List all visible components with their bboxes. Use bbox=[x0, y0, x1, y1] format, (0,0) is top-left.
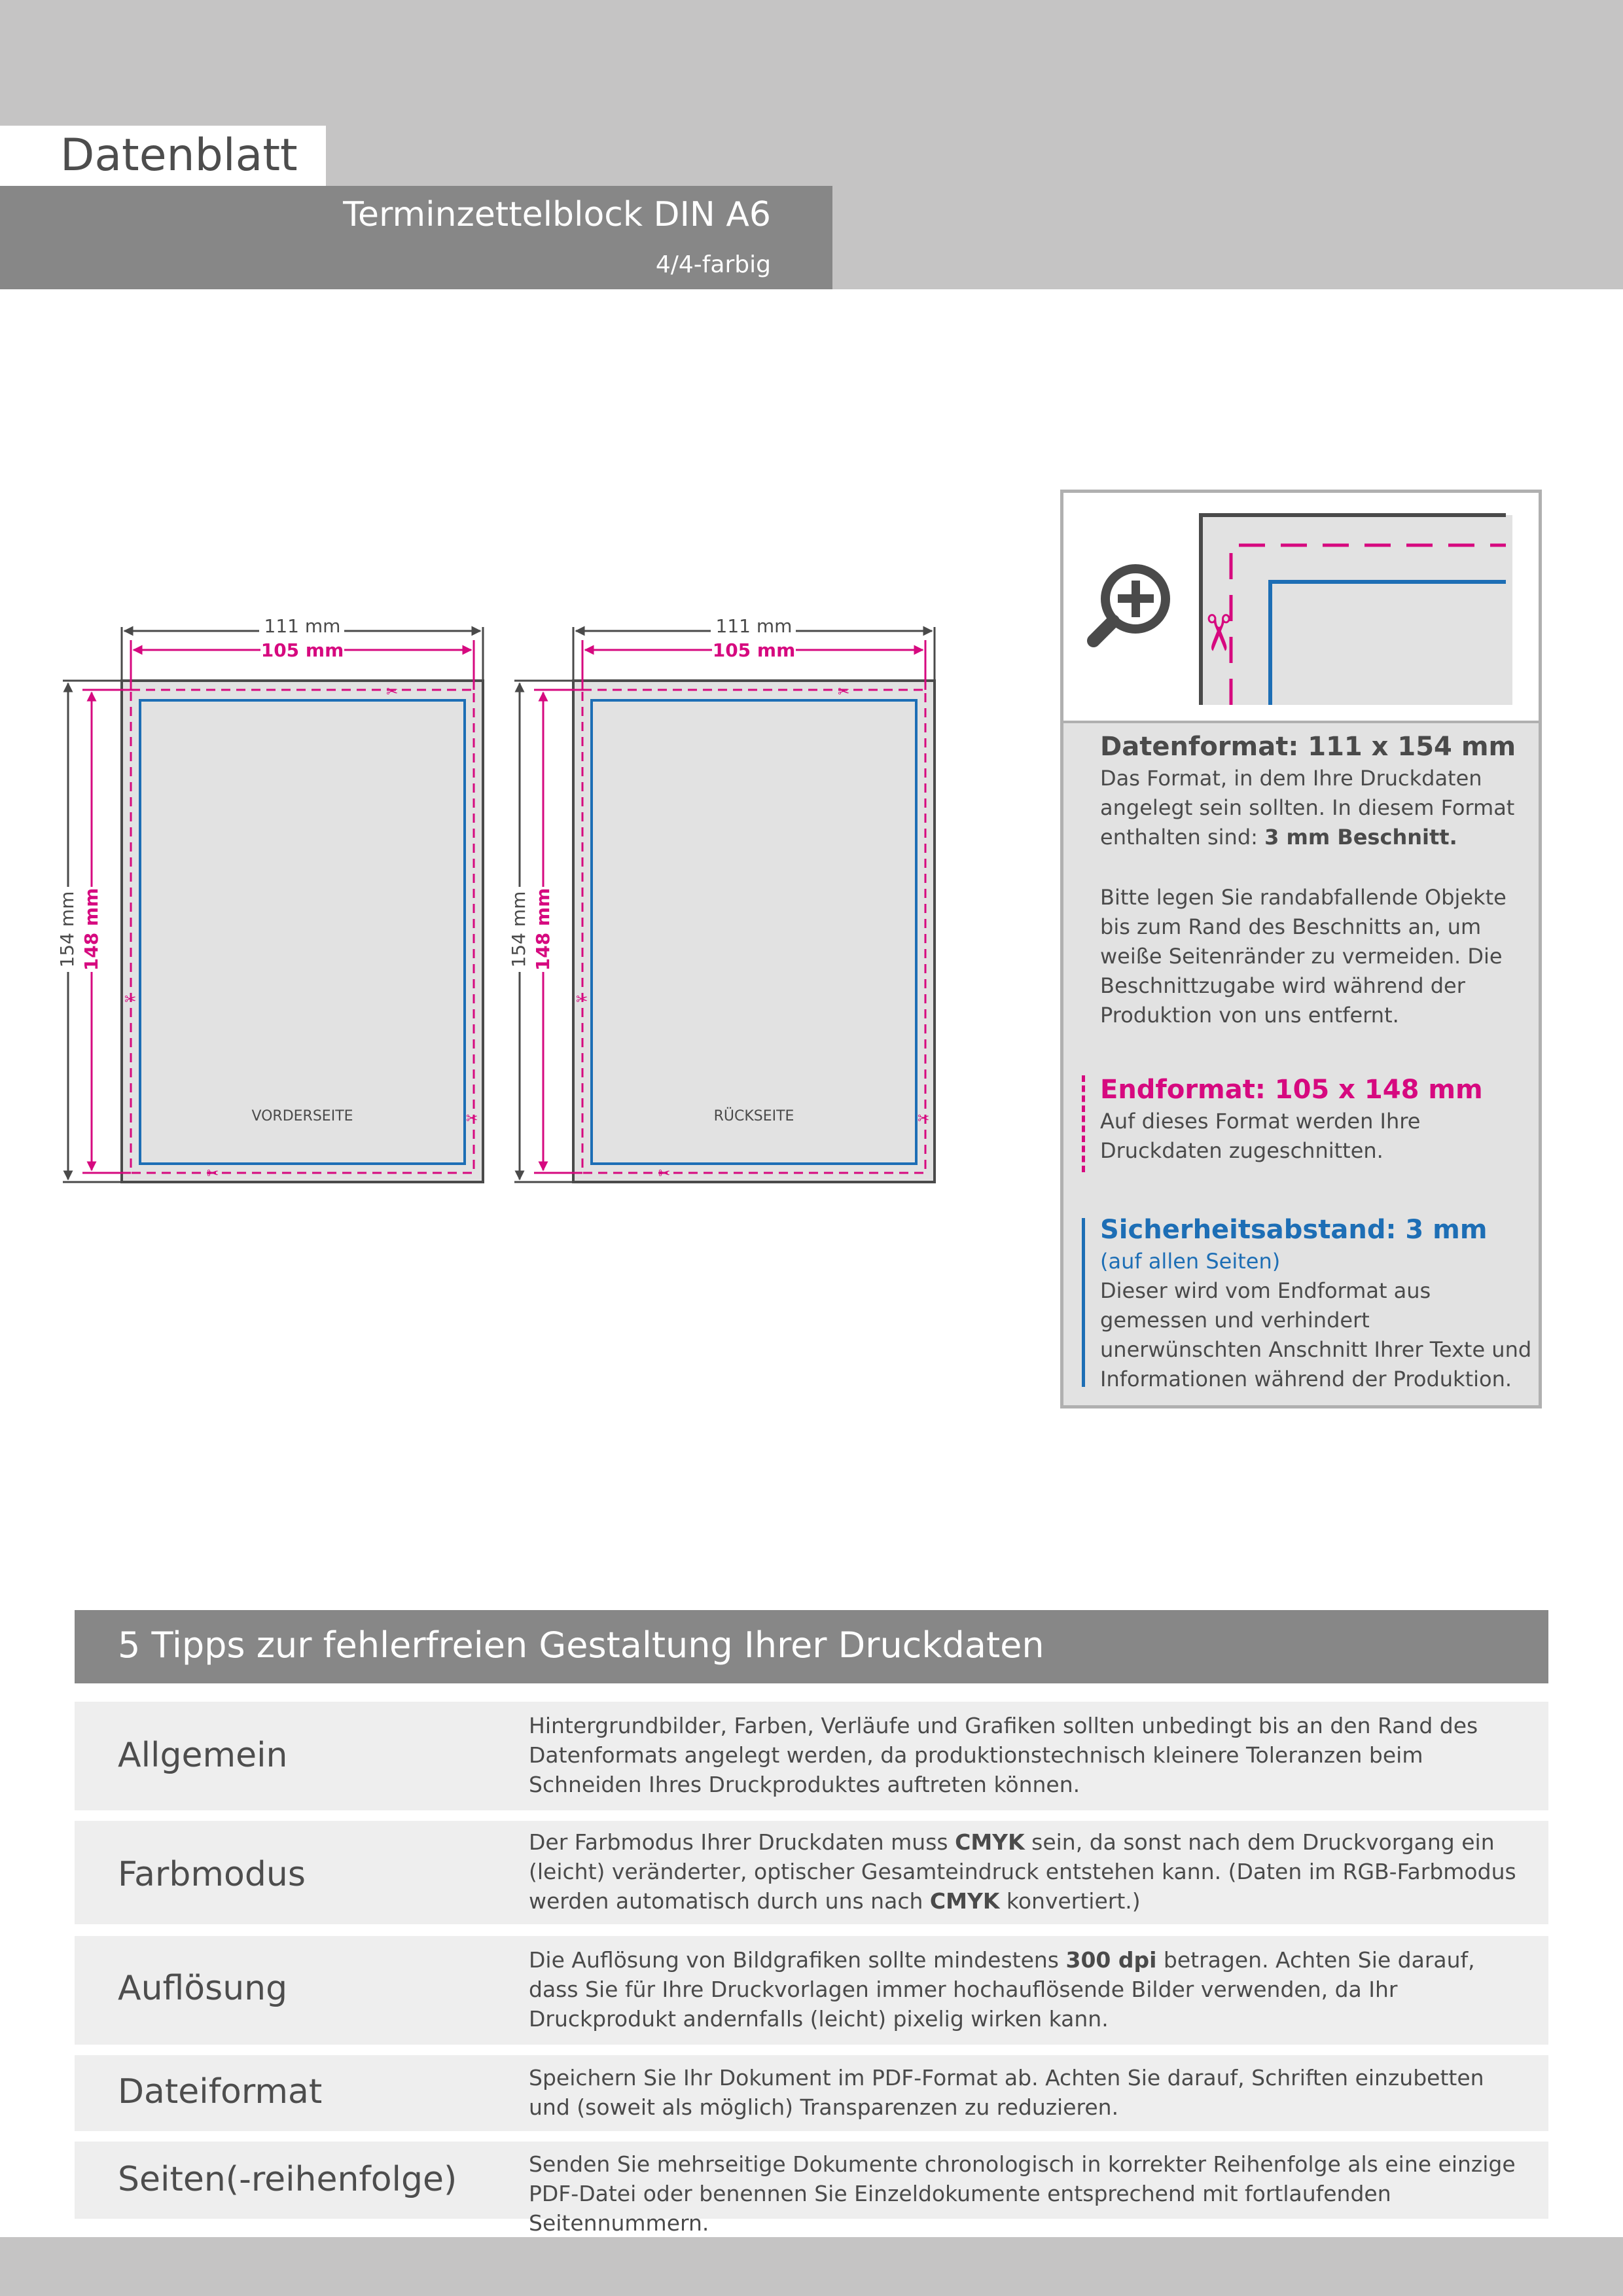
tip-label-allgemein: Allgemein bbox=[118, 1736, 288, 1775]
tip-row-aufloesung bbox=[75, 1936, 1548, 2045]
scissors-icon: ✂ bbox=[466, 1111, 478, 1127]
datenformat-title: Datenformat: 111 x 154 mm bbox=[1100, 732, 1516, 762]
scissors-icon: ✂ bbox=[576, 992, 588, 1008]
front-label: VORDERSEITE bbox=[251, 1108, 353, 1124]
front-data-height-label: 154 mm bbox=[56, 891, 78, 968]
product-title: Terminzettelblock DIN A6 bbox=[343, 195, 771, 234]
footer-band bbox=[0, 2237, 1623, 2296]
safety-block bbox=[1100, 1213, 1532, 1394]
back-data-height-label: 154 mm bbox=[508, 891, 529, 968]
scissors-icon: ✂ bbox=[918, 1111, 930, 1127]
tip-label-dateiformat: Dateiformat bbox=[118, 2072, 323, 2111]
tip-text-farbmodus: Der Farbmodus Ihrer Druckdaten muss CMYK sein, da sonst nach dem Druckvorgang ein (leicht) veränderter, optischer Gesamteindruck entstehen kann. (Daten im RGB-Farbmodus werden automatisch durch uns nach CMYK konvertiert.) bbox=[529, 1829, 1516, 1914]
endformat-bar bbox=[1082, 1075, 1085, 1172]
product-colors: 4/4-farbig bbox=[655, 251, 771, 278]
tip-row-seiten bbox=[75, 2142, 1548, 2236]
tip-row-dateiformat bbox=[75, 2055, 1548, 2131]
tip-label-farbmodus: Farbmodus bbox=[118, 1855, 306, 1894]
format-info-box bbox=[1060, 490, 1542, 1408]
back-data-format bbox=[573, 681, 935, 1182]
datenformat-description: Das Format, in dem Ihre Druckdaten angelegt sein sollten. In diesem Format enthalten sind: 3 mm Beschnitt. bbox=[1100, 766, 1515, 850]
tip-row-farbmodus bbox=[75, 1821, 1548, 1924]
bleed-text: Bitte legen Sie randabfallende Objekte bis zum Rand des Beschnitts an, um weiße Seitenränder zu vermeiden. Die Beschnittzugabe wird während der Produktion von uns entfernt. bbox=[1100, 885, 1507, 1028]
zoom-icon bbox=[1094, 569, 1166, 641]
front-page-diagram bbox=[56, 615, 483, 1182]
tip-label-seiten: Seiten(-reihenfolge) bbox=[118, 2160, 457, 2199]
front-data-format bbox=[122, 681, 483, 1182]
page-title: Datenblatt bbox=[60, 130, 298, 181]
back-end-height-label: 148 mm bbox=[532, 888, 554, 971]
tip-row-allgemein bbox=[75, 1702, 1548, 1810]
front-data-width-label: 111 mm bbox=[264, 615, 341, 637]
scissors-icon: ✂ bbox=[207, 1166, 219, 1182]
safety-description: Dieser wird vom Endformat aus gemessen und verhindert unerwünschten Anschnitt Ihrer Texte und Informationen während der Produktion. bbox=[1100, 1278, 1532, 1391]
front-end-width-label: 105 mm bbox=[260, 639, 344, 661]
datenformat-block bbox=[1100, 730, 1532, 852]
safety-title: Sicherheitsabstand: 3 mm bbox=[1100, 1215, 1488, 1245]
tip-text-aufloesung: Die Auflösung von Bildgrafiken sollte mindestens 300 dpi betragen. Achten Sie darauf, dass Sie für Ihre Druckvorlagen immer hochauflösende Bilder verwenden, da Ihr Druckprodukt andernfalls (leicht) pixelig wirken kann. bbox=[529, 1947, 1475, 2032]
scissors-icon: ✂ bbox=[658, 1166, 671, 1182]
safety-subtitle: (auf allen Seiten) bbox=[1100, 1249, 1281, 1274]
tip-label-aufloesung: Auflösung bbox=[118, 1969, 288, 2008]
scissors-icon: ✂ bbox=[386, 684, 399, 700]
scissors-icon: ✂ bbox=[124, 992, 137, 1008]
back-label: RÜCKSEITE bbox=[713, 1108, 794, 1124]
endformat-description: Auf dieses Format werden Ihre Druckdaten zugeschnitten. bbox=[1100, 1109, 1421, 1163]
safety-bar bbox=[1082, 1218, 1085, 1387]
scissors-icon: ✂ bbox=[1189, 612, 1247, 654]
back-data-width-label: 111 mm bbox=[715, 615, 793, 637]
format-diagrams bbox=[0, 589, 955, 1217]
endformat-block bbox=[1100, 1073, 1532, 1166]
back-end-width-label: 105 mm bbox=[712, 639, 796, 661]
back-page-diagram bbox=[508, 615, 935, 1182]
front-end-height-label: 148 mm bbox=[80, 888, 102, 971]
tip-text-dateiformat: Speichern Sie Ihr Dokument im PDF-Format ab. Achten Sie darauf, Schriften einzubetten und (soweit als möglich) Transparenzen zu reduzieren. bbox=[529, 2065, 1484, 2120]
tips-header bbox=[75, 1610, 1548, 1683]
tips-title: 5 Tipps zur fehlerfreien Gestaltung Ihrer Druckdaten bbox=[118, 1624, 1044, 1666]
tip-text-allgemein: Hintergrundbilder, Farben, Verläufe und Grafiken sollten unbedingt bis an den Rand des Datenformats angelegt werden, da produktionstechnisch kleinere Toleranzen beim Schneiden Ihres Druckproduktes auftreten können. bbox=[529, 1713, 1478, 1797]
zoom-detail bbox=[1063, 493, 1539, 723]
endformat-title: Endformat: 105 x 148 mm bbox=[1100, 1075, 1483, 1105]
scissors-icon: ✂ bbox=[838, 684, 850, 700]
tip-text-seiten: Senden Sie mehrseitige Dokumente chronologisch in korrekter Reihenfolge als eine einzige PDF-Datei oder benennen Sie Einzeldokumente entsprechend mit fortlaufenden Seitennummern. bbox=[529, 2151, 1516, 2236]
